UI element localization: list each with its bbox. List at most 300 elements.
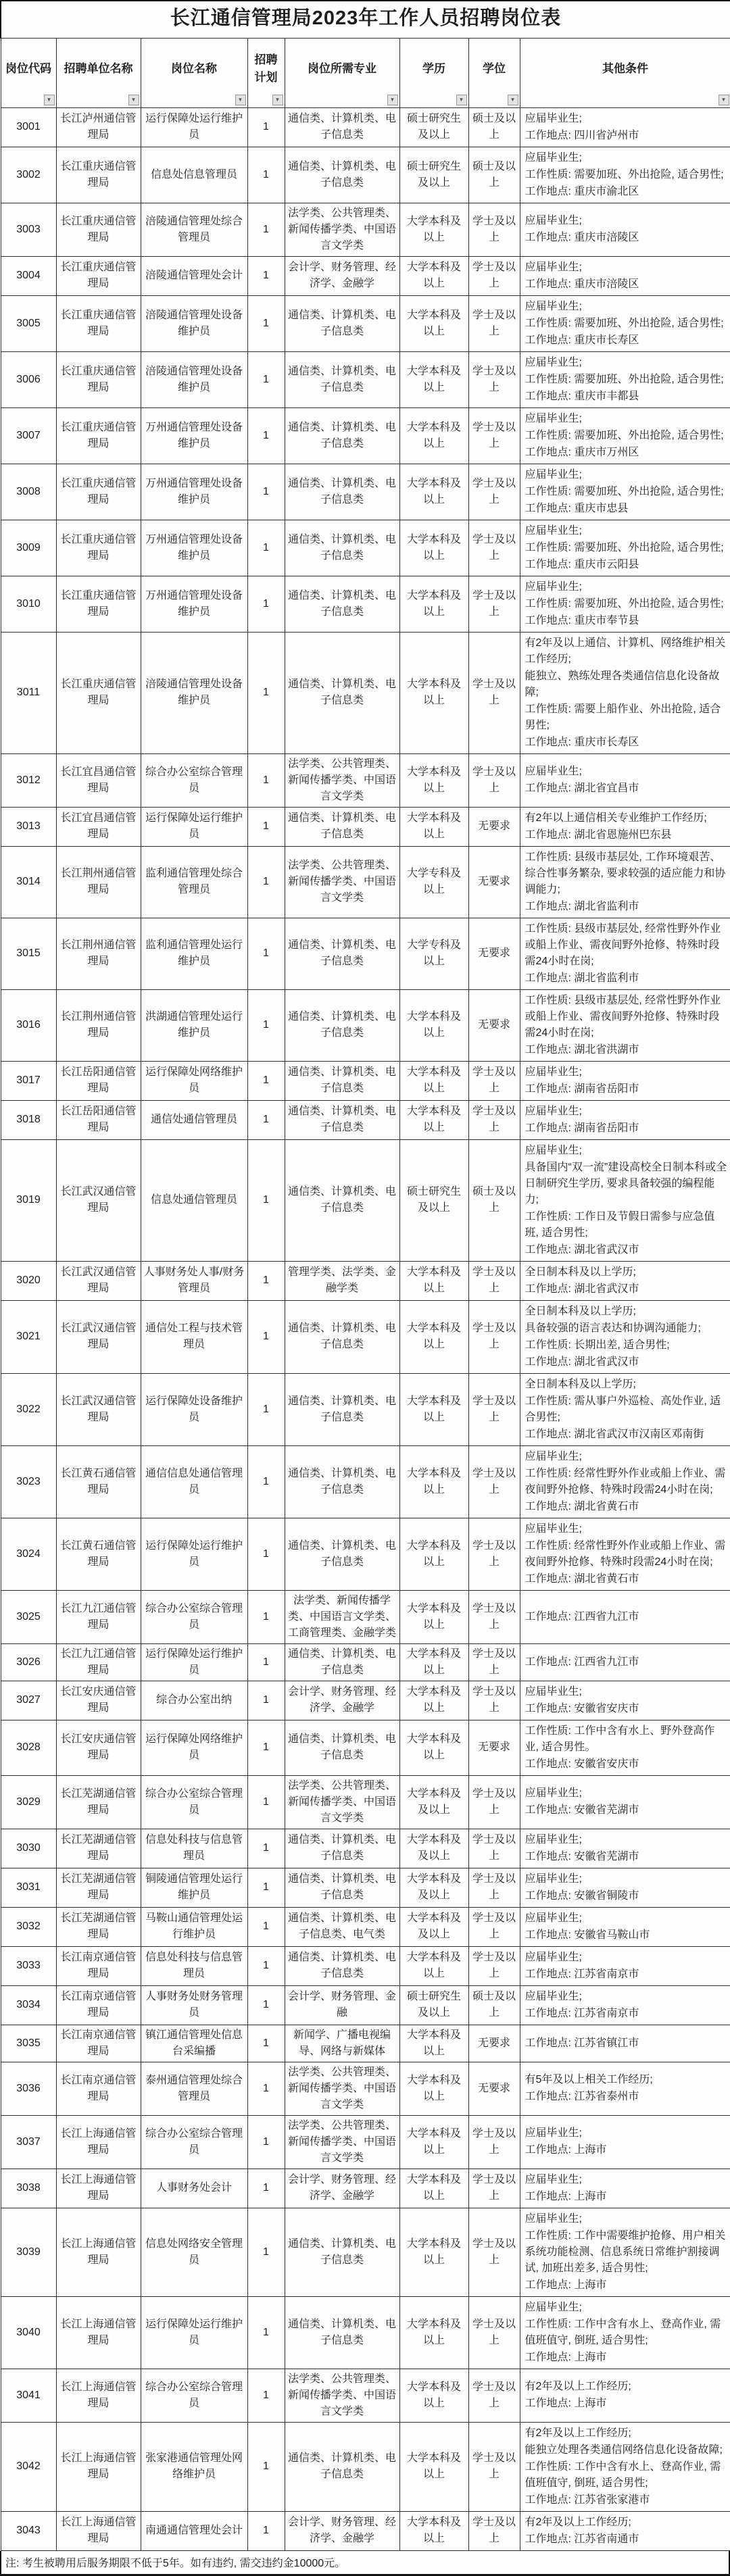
column-header-unit [56,38,141,107]
cell-other [520,1985,730,2025]
cell-majors: 通信类、计算机类、电子信息类、电气类 [285,1907,399,1946]
cell-majors: 管理学类、法学类、金融学类 [285,1261,399,1300]
column-header-label: 招聘计划 [254,53,278,84]
cell-unit: 长江武汉通信管理局 [56,1139,141,1261]
other-condition-line: 有2年及以上通信、计算机、网络维护相关工作经历; [525,637,726,665]
cell-education: 大学本科及以上 [399,1373,468,1445]
table-row [1,2422,730,2511]
table-row [1,989,730,1061]
cell-degree: 无要求 [468,918,520,989]
cell-unit: 长江上海通信管理局 [56,2208,141,2296]
cell-count: 1 [247,256,285,295]
cell-education: 大学本科及以上 [399,2208,468,2296]
cell-code: 3042 [1,2422,56,2511]
cell-unit: 长江重庆通信管理局 [56,464,141,520]
cell-majors: 通信类、计算机类、电子信息类 [285,2422,399,2511]
other-condition-line: 工作地点: 四川省泸州市 [525,129,639,141]
cell-other [520,407,730,464]
cell-other [520,147,730,203]
cell-code: 3032 [1,1907,56,1946]
table-row [1,632,730,753]
cell-other [520,576,730,632]
column-header-label: 学位 [483,61,506,75]
cell-education: 大学专科及以上 [399,846,468,918]
cell-other [520,256,730,295]
other-condition-line: 工作地点: 上海市 [525,2144,607,2156]
cell-degree: 学士及以上 [468,1775,520,1829]
cell-code: 3033 [1,1946,56,1985]
other-condition-line: 全日制本科及以上学历; [525,1378,636,1390]
cell-education: 硕士研究生及以上 [399,107,468,147]
other-condition-line: 工作地点: 重庆市奉节县 [525,614,639,626]
cell-degree: 学士及以上 [468,2169,520,2208]
cell-unit: 长江芜湖通信管理局 [56,1868,141,1907]
cell-education: 大学本科及以上 [399,1061,468,1100]
cell-majors: 通信类、计算机类、电子信息类 [285,1139,399,1261]
other-condition-line: 工作地点: 重庆市丰都县 [525,390,639,402]
cell-position: 人事财务处人事/财务管理员 [141,1261,247,1300]
other-condition-line: 工作性质: 经常性野外作业或船上作业、需夜间野外抢修、特殊时段需24小时在岗; [525,1539,726,1568]
cell-other [520,1946,730,1985]
cell-position: 通信处工程与技术管理员 [141,1300,247,1373]
other-condition-line: 工作性质: 需要加班、外出抢险, 适合男性; [525,317,724,329]
cell-majors: 通信类、计算机类、电子信息类 [285,1373,399,1445]
cell-count: 1 [247,1985,285,2025]
cell-code: 3037 [1,2115,56,2169]
cell-education: 大学本科及以上 [399,1720,468,1775]
other-condition-line: 应届毕业生; [525,300,582,312]
cell-code: 3010 [1,576,56,632]
cell-count: 1 [247,2025,285,2062]
column-header-degree [468,38,520,107]
cell-education: 大学本科及以上 [399,1643,468,1681]
column-header-label: 招聘单位名称 [64,61,133,75]
cell-code: 3019 [1,1139,56,1261]
cell-education: 大学本科及以上 [399,256,468,295]
cell-code: 3017 [1,1061,56,1100]
table-row [1,107,730,147]
column-header-majors [285,38,399,107]
cell-count: 1 [247,807,285,846]
cell-degree: 无要求 [468,807,520,846]
cell-other [520,1518,730,1590]
cell-education: 大学本科及以上 [399,2296,468,2369]
column-header-count [247,38,285,107]
other-condition-line: 应届毕业生; [525,1066,582,1078]
other-condition-line: 工作地点: 重庆市渝北区 [525,185,639,197]
cell-other [520,1868,730,1907]
other-condition-line: 应届毕业生; [525,151,582,164]
cell-unit: 长江南京通信管理局 [56,2062,141,2115]
other-condition-line: 应届毕业生; [525,261,582,273]
table-row [1,2115,730,2169]
cell-other [520,1373,730,1445]
cell-majors: 通信类、计算机类、电子信息类 [285,1518,399,1590]
cell-majors: 通信类、计算机类、电子信息类 [285,632,399,753]
cell-other [520,295,730,351]
cell-majors: 通信类、计算机类、电子信息类 [285,407,399,464]
filter-dropdown-icon[interactable]: ▼ [456,95,467,105]
cell-unit: 长江武汉通信管理局 [56,1373,141,1445]
other-condition-line: 工作性质: 工作日及节假日需参与应急值班, 适合男性; [525,1210,715,1239]
cell-count: 1 [247,632,285,753]
cell-code: 3024 [1,1518,56,1590]
cell-majors: 通信类、计算机类、电子信息类 [285,1829,399,1868]
table-row [1,407,730,464]
cell-code: 3041 [1,2369,56,2422]
cell-degree: 硕士及以上 [468,107,520,147]
table-row [1,576,730,632]
cell-education: 大学本科及以上 [399,989,468,1061]
other-condition-line: 应届毕业生; [525,112,582,124]
cell-unit: 长江芜湖通信管理局 [56,1907,141,1946]
other-condition-line: 工作地点: 湖北省洪湖市 [525,1043,639,1056]
cell-degree: 无要求 [468,2062,520,2115]
table-row [1,1775,730,1829]
other-condition-line: 工作性质: 需从事户外巡检、高处作业, 适合男性; [525,1395,721,1423]
cell-count: 1 [247,2115,285,2169]
cell-code: 3012 [1,753,56,807]
other-condition-line: 应届毕业生; [525,1105,582,1117]
cell-majors: 通信类、计算机类、电子信息类 [285,1300,399,1373]
table-row [1,2169,730,2208]
column-header-other [520,38,730,107]
cell-education: 大学本科及及以上 [399,1868,468,1907]
other-condition-line: 应届毕业生; [525,1787,582,1799]
cell-code: 3018 [1,1100,56,1139]
table-row [1,753,730,807]
column-header-label: 岗位名称 [171,61,217,75]
cell-majors: 会计学、财务管理、经济学、金融学 [285,256,399,295]
cell-education: 大学本科及以上 [399,1590,468,1643]
cell-degree: 学士及以上 [468,1445,520,1518]
cell-other [520,1681,730,1720]
other-condition-line: 应届毕业生; [525,2301,582,2313]
cell-code: 3021 [1,1300,56,1373]
cell-count: 1 [247,753,285,807]
other-condition-line: 应届毕业生; [525,1951,582,1963]
table-row [1,2369,730,2422]
cell-degree: 学士及以上 [468,1868,520,1907]
cell-unit: 长江芜湖通信管理局 [56,1775,141,1829]
cell-position: 万州通信管理处设备维护员 [141,576,247,632]
cell-degree: 学士及以上 [468,1261,520,1300]
other-condition-line: 工作地点: 江苏省张家港市 [525,2494,650,2506]
cell-code: 3029 [1,1775,56,1829]
cell-unit: 长江南京通信管理局 [56,2025,141,2062]
table-row [1,464,730,520]
cell-count: 1 [247,2169,285,2208]
cell-degree: 学士及以上 [468,464,520,520]
cell-code: 3002 [1,147,56,203]
cell-count: 1 [247,520,285,576]
cell-count: 1 [247,2208,285,2296]
cell-code: 3026 [1,1643,56,1681]
cell-other [520,351,730,407]
table-row [1,1681,730,1720]
cell-degree: 学士及以上 [468,1373,520,1445]
cell-count: 1 [247,1061,285,1100]
other-condition-line: 工作性质: 工作中需要维护抢修、用户相关系统功能检测、信息系统日常维护割接调试, 加班出差多, 适合男性; [525,2229,726,2274]
cell-code: 3028 [1,1720,56,1775]
other-condition-line: 工作地点: 湖北省黄石市 [525,1500,639,1512]
other-condition-line: 工作地点: 湖北省武汉市 [525,1243,639,1256]
other-condition-line: 具备较强的语言表达和协调沟通能力; [525,1322,701,1334]
cell-code: 3023 [1,1445,56,1518]
cell-degree: 学士及以上 [468,295,520,351]
table-row [1,1373,730,1445]
cell-majors: 通信类、计算机类、电子信息类 [285,520,399,576]
cell-degree: 学士及以上 [468,1681,520,1720]
cell-position: 运行保障处网络维护员 [141,1720,247,1775]
cell-majors: 通信类、计算机类、电子信息类 [285,918,399,989]
table-row [1,1261,730,1300]
cell-degree: 学士及以上 [468,351,520,407]
cell-education: 硕士研究生及以上 [399,147,468,203]
cell-count: 1 [247,918,285,989]
other-condition-line: 工作地点: 重庆市云阳县 [525,558,639,570]
cell-degree: 学士及以上 [468,576,520,632]
table-row [1,2511,730,2550]
cell-position: 综合办公室出纳 [141,1681,247,1720]
cell-unit: 长江武汉通信管理局 [56,1261,141,1300]
other-condition-line: 工作性质: 需要加班、外出抢险, 适合男性; [525,373,724,385]
other-condition-line: 工作性质: 长期出差, 适合男性; [525,1339,670,1351]
cell-count: 1 [247,1907,285,1946]
cell-unit: 长江重庆通信管理局 [56,351,141,407]
other-condition-line: 工作地点: 上海市 [525,2279,607,2291]
column-header-code [1,38,56,107]
table-row [1,1061,730,1100]
filter-dropdown-icon[interactable]: ▼ [235,95,246,105]
table-row [1,1445,730,1518]
cell-other [520,2115,730,2169]
cell-position: 监利通信管理处运行维护员 [141,918,247,989]
column-header-label: 岗位所需专业 [308,61,376,75]
cell-majors: 法学类、公共管理类、新闻传播学类、中国语言文学类 [285,1775,399,1829]
cell-majors: 通信类、计算机类、电子信息类 [285,2208,399,2296]
cell-majors: 法学类、公共管理类、新闻传播学类、中国语言文学类 [285,203,399,256]
cell-other [520,989,730,1061]
cell-majors: 通信类、计算机类、电子信息类 [285,576,399,632]
cell-unit: 长江黄石通信管理局 [56,1445,141,1518]
cell-code: 3039 [1,2208,56,2296]
cell-unit: 长江荆州通信管理局 [56,846,141,918]
column-header-education [399,38,468,107]
other-condition-line: 工作地点: 湖北省宜昌市 [525,783,639,794]
cell-position: 万州通信管理处设备维护员 [141,407,247,464]
cell-count: 1 [247,576,285,632]
cell-unit: 长江重庆通信管理局 [56,407,141,464]
cell-code: 3003 [1,203,56,256]
cell-unit: 长江安庆通信管理局 [56,1681,141,1720]
cell-unit: 长江上海通信管理局 [56,2511,141,2550]
other-condition-line: 工作地点: 安徽省芜湖市 [525,1850,639,1862]
cell-other [520,846,730,918]
cell-unit: 长江上海通信管理局 [56,2115,141,2169]
cell-position: 信息处信息管理员 [141,147,247,203]
other-condition-line: 工作性质: 需要加班、外出抢险, 适合男性; [525,429,724,441]
filter-dropdown-icon[interactable]: ▼ [44,95,55,105]
cell-position: 张家港通信管理处网络维护员 [141,2422,247,2511]
cell-majors: 通信类、计算机类、电子信息类 [285,295,399,351]
cell-position: 运行保障处运行维护员 [141,1643,247,1681]
column-header-label: 其他条件 [602,61,648,75]
filter-dropdown-icon[interactable]: ▼ [719,95,729,105]
cell-education: 大学本科及以上 [399,295,468,351]
other-condition-line: 工作性质: 需要加班、外出抢险, 适合男性; [525,168,724,180]
cell-position: 通信处通信管理员 [141,1100,247,1139]
table-row [1,1985,730,2025]
cell-majors: 法学类、公共管理类、新闻传播学类、中国语言文学类 [285,2115,399,2169]
cell-degree: 硕士及以上 [468,1985,520,2025]
cell-other [520,1643,730,1681]
cell-position: 人事财务处会计 [141,2169,247,2208]
cell-unit: 长江重庆通信管理局 [56,295,141,351]
other-condition-line: 有2年及以上工作经历; [525,2381,631,2392]
other-condition-line: 工作地点: 重庆市忠县 [525,502,629,514]
cell-education: 大学本科及以上 [399,520,468,576]
cell-majors: 新闻学、广播电视编导、网络与新媒体 [285,2025,399,2062]
cell-code: 3034 [1,1985,56,2025]
cell-education: 大学本科及以上 [399,2025,468,2062]
cell-count: 1 [247,2296,285,2369]
cell-degree: 硕士及以上 [468,1139,520,1261]
cell-degree: 学士及以上 [468,1946,520,1985]
other-condition-line: 工作地点: 安徽省安庆市 [525,1758,639,1770]
cell-majors: 法学类、新闻传播学类、中国语言文学类、工商管理类、金融学类 [285,1590,399,1643]
other-condition-line: 工作性质: 县级市基层处, 工作环境艰苦、综合性事务繁杂, 要求较强的适应能力和协调能力; [525,851,726,895]
cell-count: 1 [247,1261,285,1300]
cell-degree: 学士及以上 [468,1100,520,1139]
other-condition-line: 应届毕业生; [525,356,582,368]
title-row [1,1,730,38]
table-row [1,2025,730,2062]
cell-code: 3001 [1,107,56,147]
cell-unit: 长江九江通信管理局 [56,1590,141,1643]
cell-majors: 会计学、财务管理、经济学、金融学 [285,1681,399,1720]
cell-code: 3020 [1,1261,56,1300]
cell-count: 1 [247,2422,285,2511]
cell-count: 1 [247,989,285,1061]
cell-majors: 会计学、财务管理、经济学、金融学 [285,2511,399,2550]
cell-education: 大学专科及以上 [399,918,468,989]
cell-other [520,2062,730,2115]
cell-education: 大学本科及以上 [399,2369,468,2422]
filter-dropdown-icon[interactable]: ▼ [272,95,283,105]
cell-education: 大学本科及以上 [399,576,468,632]
cell-degree: 学士及以上 [468,1643,520,1681]
other-condition-line: 应届毕业生; [525,2173,582,2185]
cell-position: 信息处科技与信息管理员 [141,1829,247,1868]
cell-unit: 长江上海通信管理局 [56,2169,141,2208]
cell-other [520,2208,730,2296]
cell-other [520,2025,730,2062]
filter-dropdown-icon[interactable]: ▼ [387,95,398,105]
cell-count: 1 [247,2511,285,2550]
other-condition-line: 应届毕业生; [525,1833,582,1846]
other-condition-line: 具备国内“双一流”建设高校全日制本科或全日制研究生学历, 要求具备较强的编程能力; [525,1161,727,1206]
cell-position: 马鞍山通信管理处运行维护员 [141,1907,247,1946]
table-row [1,1300,730,1373]
cell-count: 1 [247,1775,285,1829]
other-condition-line: 应届毕业生; [525,766,582,777]
cell-majors: 通信类、计算机类、电子信息类 [285,1720,399,1775]
cell-count: 1 [247,203,285,256]
cell-unit: 长江岳阳通信管理局 [56,1100,141,1139]
other-condition-line: 应届毕业生; [525,1522,582,1535]
other-condition-line: 工作地点: 重庆市长寿区 [525,334,639,346]
cell-position: 运行保障处网络维护员 [141,1061,247,1100]
cell-position: 通信信息处通信管理员 [141,1445,247,1518]
other-condition-line: 工作性质: 县级市基层处, 经常性野外作业或船上作业、需夜间野外抢修、特殊时段需24小时在岗; [525,922,721,967]
cell-code: 3005 [1,295,56,351]
cell-education: 大学本科及以上 [399,2062,468,2115]
table-row [1,1643,730,1681]
cell-code: 3015 [1,918,56,989]
cell-majors: 通信类、计算机类、电子信息类 [285,1643,399,1681]
cell-count: 1 [247,1445,285,1518]
cell-position: 涪陵通信管理处会计 [141,256,247,295]
cell-code: 3016 [1,989,56,1061]
page-title: 长江通信管理局2023年工作人员招聘岗位表 [1,1,730,38]
table-row [1,256,730,295]
other-condition-line: 应届毕业生; [525,524,582,537]
cell-other [520,1139,730,1261]
cell-unit: 长江宜昌通信管理局 [56,807,141,846]
cell-unit: 长江南京通信管理局 [56,1985,141,2025]
cell-unit: 长江宜昌通信管理局 [56,753,141,807]
cell-education: 大学本科及以上 [399,1518,468,1590]
cell-education: 大学本科及以上 [399,2511,468,2550]
cell-other [520,1261,730,1300]
other-condition-line: 工作地点: 湖北省武汉市汉南区邓南街 [525,1428,704,1440]
cell-unit: 长江芜湖通信管理局 [56,1829,141,1868]
other-condition-line: 工作地点: 安徽省铜陵市 [525,1889,639,1902]
cell-position: 综合办公室综合管理员 [141,1775,247,1829]
header-row [1,38,730,107]
cell-unit: 长江重庆通信管理局 [56,520,141,576]
table-row [1,1829,730,1868]
cell-code: 3006 [1,351,56,407]
cell-position: 运行保障处运行维护员 [141,1518,247,1590]
table-row [1,1907,730,1946]
cell-count: 1 [247,1720,285,1775]
cell-count: 1 [247,1300,285,1373]
filter-dropdown-icon[interactable]: ▼ [508,95,518,105]
cell-code: 3009 [1,520,56,576]
cell-other [520,1061,730,1100]
cell-majors: 通信类、计算机类、电子信息类 [285,989,399,1061]
other-condition-line: 能独立处理各类通信网络信息化设备故障; [525,2444,723,2456]
cell-unit: 长江南京通信管理局 [56,1946,141,1985]
cell-unit: 长江荆州通信管理局 [56,918,141,989]
cell-count: 1 [247,1946,285,1985]
cell-degree: 学士及以上 [468,1518,520,1590]
cell-majors: 法学类、公共管理类、新闻传播学类、中国语言文学类 [285,846,399,918]
cell-degree: 学士及以上 [468,1300,520,1373]
cell-code: 3027 [1,1681,56,1720]
cell-education: 大学本科及以上 [399,632,468,753]
cell-other [520,2296,730,2369]
cell-degree: 学士及以上 [468,520,520,576]
filter-dropdown-icon[interactable]: ▼ [128,95,139,105]
cell-count: 1 [247,107,285,147]
cell-education: 大学本科及以上 [399,807,468,846]
other-condition-line: 有5年及以上相关工作经历; [525,2074,653,2085]
other-condition-line: 应届毕业生; [525,1873,582,1885]
cell-other [520,1590,730,1643]
